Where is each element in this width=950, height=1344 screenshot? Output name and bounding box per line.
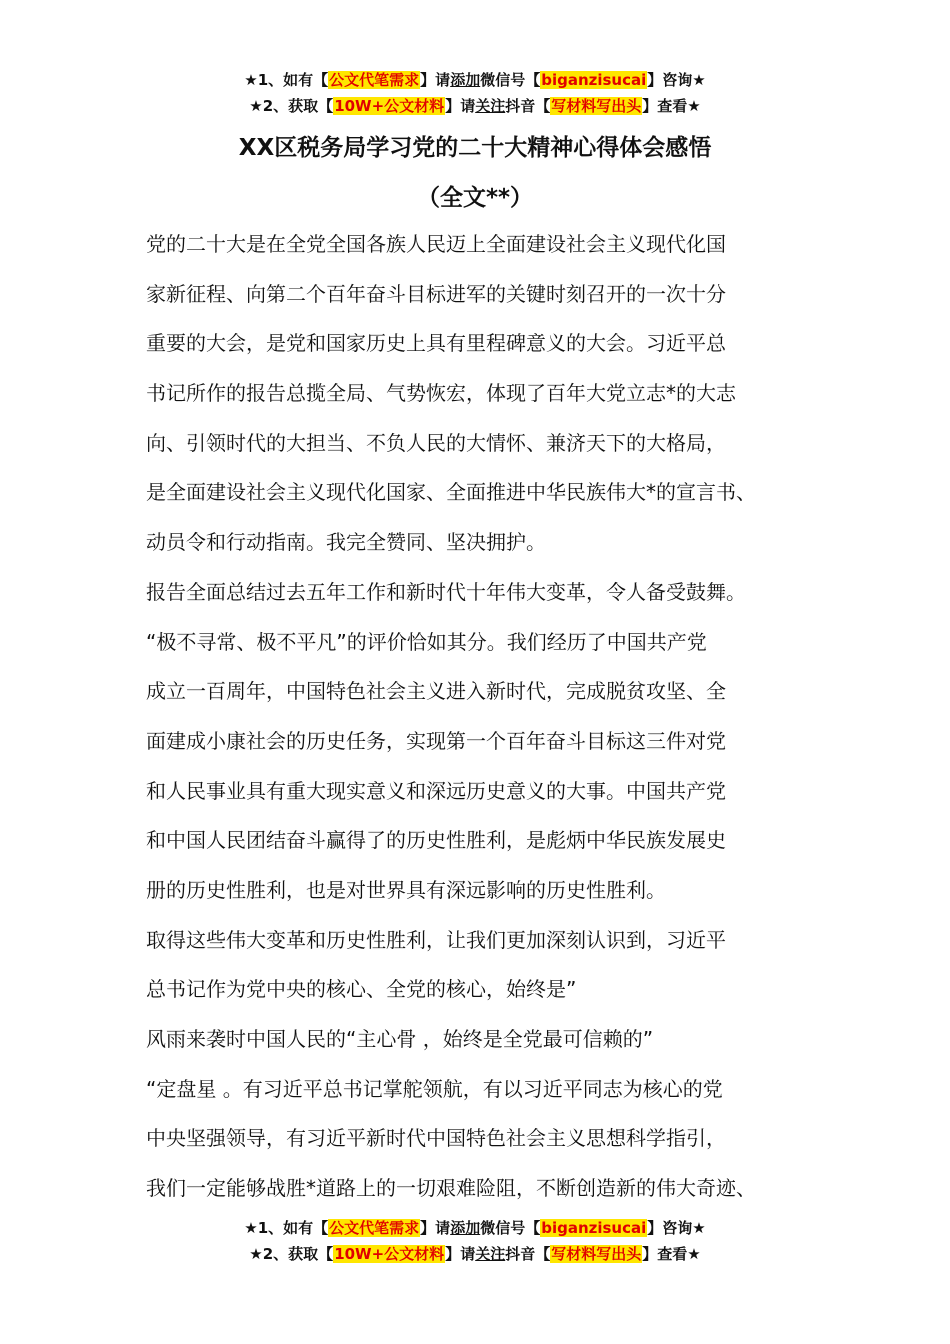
- banner-text: 微信号【: [480, 71, 541, 89]
- body-line: 向、引领时代的大担当、不负人民的大情怀、兼济天下的大格局，: [146, 430, 726, 455]
- body-line: 总书记作为党中央的核心、全党的核心，始终是”: [146, 977, 577, 1002]
- document-body: [146, 220, 826, 1214]
- banner-text: 】请: [420, 1219, 451, 1237]
- body-line: 党的二十大是在全党全国各族人民迈上全面建设社会主义现代化国: [146, 232, 726, 256]
- body-line: 是全面建设社会主义现代化国家、全面推进中华民族伟大*的宣言书、: [146, 480, 756, 505]
- body-line: 取得这些伟大变革和历史性胜利，让我们更加深刻认识到，习近平: [146, 927, 726, 952]
- banner-text: 】咨询★: [647, 71, 706, 89]
- body-line: 册的历史性胜利，也是对世界具有深远影响的历史性胜利。: [146, 877, 666, 902]
- banner-text: 】请: [420, 71, 451, 89]
- banner-line-2: [0, 1241, 950, 1267]
- body-line: 和中国人民团结奋斗赢得了的历史性胜利，是彪炳中华民族发展史: [146, 828, 726, 853]
- banner-line-1: [0, 67, 950, 93]
- banner-text: 】咨询★: [647, 1219, 706, 1237]
- page-subtitle: （全文**）: [416, 185, 534, 211]
- banner-highlight: 公文代笔需求: [329, 71, 420, 89]
- body-line: 动员令和行动指南。我完全赞同、坚决拥护。: [146, 530, 546, 555]
- banner-text: ★1、如有【: [244, 1219, 329, 1237]
- body-line: 成立一百周年，中国特色社会主义进入新时代，完成脱贫攻坚、全: [146, 679, 726, 704]
- banner-highlight: 10W+公文材料: [334, 1245, 445, 1263]
- body-line: 我们一定能够战胜*道路上的一切艰难险阻，不断创造新的伟大奇迹、: [146, 1176, 756, 1201]
- banner-highlight: 写材料写出头: [551, 97, 642, 115]
- banner-text: 抖音【: [505, 97, 551, 115]
- body-line: 报告全面总结过去五年工作和新时代十年伟大变革，令人备受鼓舞。: [146, 579, 746, 604]
- banner-text: 抖音【: [505, 1245, 551, 1263]
- banner-highlight: biganzisucai: [541, 1219, 647, 1237]
- banner-text: 】请: [445, 1245, 476, 1263]
- banner-text: ★2、获取【: [249, 97, 334, 115]
- body-line: 中央坚强领导，有习近平新时代中国特色社会主义思想科学指引，: [146, 1126, 726, 1151]
- body-line: 面建成小康社会的历史任务，实现第一个百年奋斗目标这三件对党: [146, 728, 726, 753]
- body-line: “极不寻常、极不平凡”的评价恰如其分。我们经历了中国共产党: [146, 629, 707, 654]
- body-line: 家新征程、向第二个百年奋斗目标进军的关键时刻召开的一次十分: [146, 281, 726, 306]
- banner-text: ★2、获取【: [249, 1245, 334, 1263]
- banner-text: 】查看★: [642, 97, 701, 115]
- body-line: 和人民事业具有重大现实意义和深远历史意义的大事。中国共产党: [146, 778, 726, 803]
- body-line: 风雨来袭时中国人民的“主心骨 ，始终是全党最可信赖的”: [146, 1027, 654, 1051]
- banner-underline: 关注: [475, 1245, 506, 1263]
- banner-highlight: 写材料写出头: [551, 1245, 642, 1263]
- banner-highlight: 10W+公文材料: [334, 97, 445, 115]
- top-banner: [0, 67, 950, 119]
- body-line: 书记所作的报告总揽全局、气势恢宏，体现了百年大党立志*的大志: [146, 381, 736, 406]
- banner-text: 】请: [445, 97, 476, 115]
- banner-highlight: biganzisucai: [541, 71, 647, 89]
- banner-underline: 添加: [450, 1219, 481, 1237]
- page-title: XX区税务局学习党的二十大精神心得体会感悟: [238, 135, 712, 161]
- banner-underline: 添加: [450, 71, 481, 89]
- bottom-banner: [0, 1215, 950, 1267]
- body-line: “定盘星 。有习近平总书记掌舵领航，有以习近平同志为核心的党: [146, 1076, 723, 1101]
- banner-text: 】查看★: [642, 1245, 701, 1263]
- banner-text: ★1、如有【: [244, 71, 329, 89]
- banner-line-1: [0, 1215, 950, 1241]
- banner-highlight: 公文代笔需求: [329, 1219, 420, 1237]
- banner-underline: 关注: [475, 97, 506, 115]
- banner-line-2: [0, 93, 950, 119]
- banner-text: 微信号【: [480, 1219, 541, 1237]
- body-line: 重要的大会，是党和国家历史上具有里程碑意义的大会。习近平总: [146, 331, 726, 356]
